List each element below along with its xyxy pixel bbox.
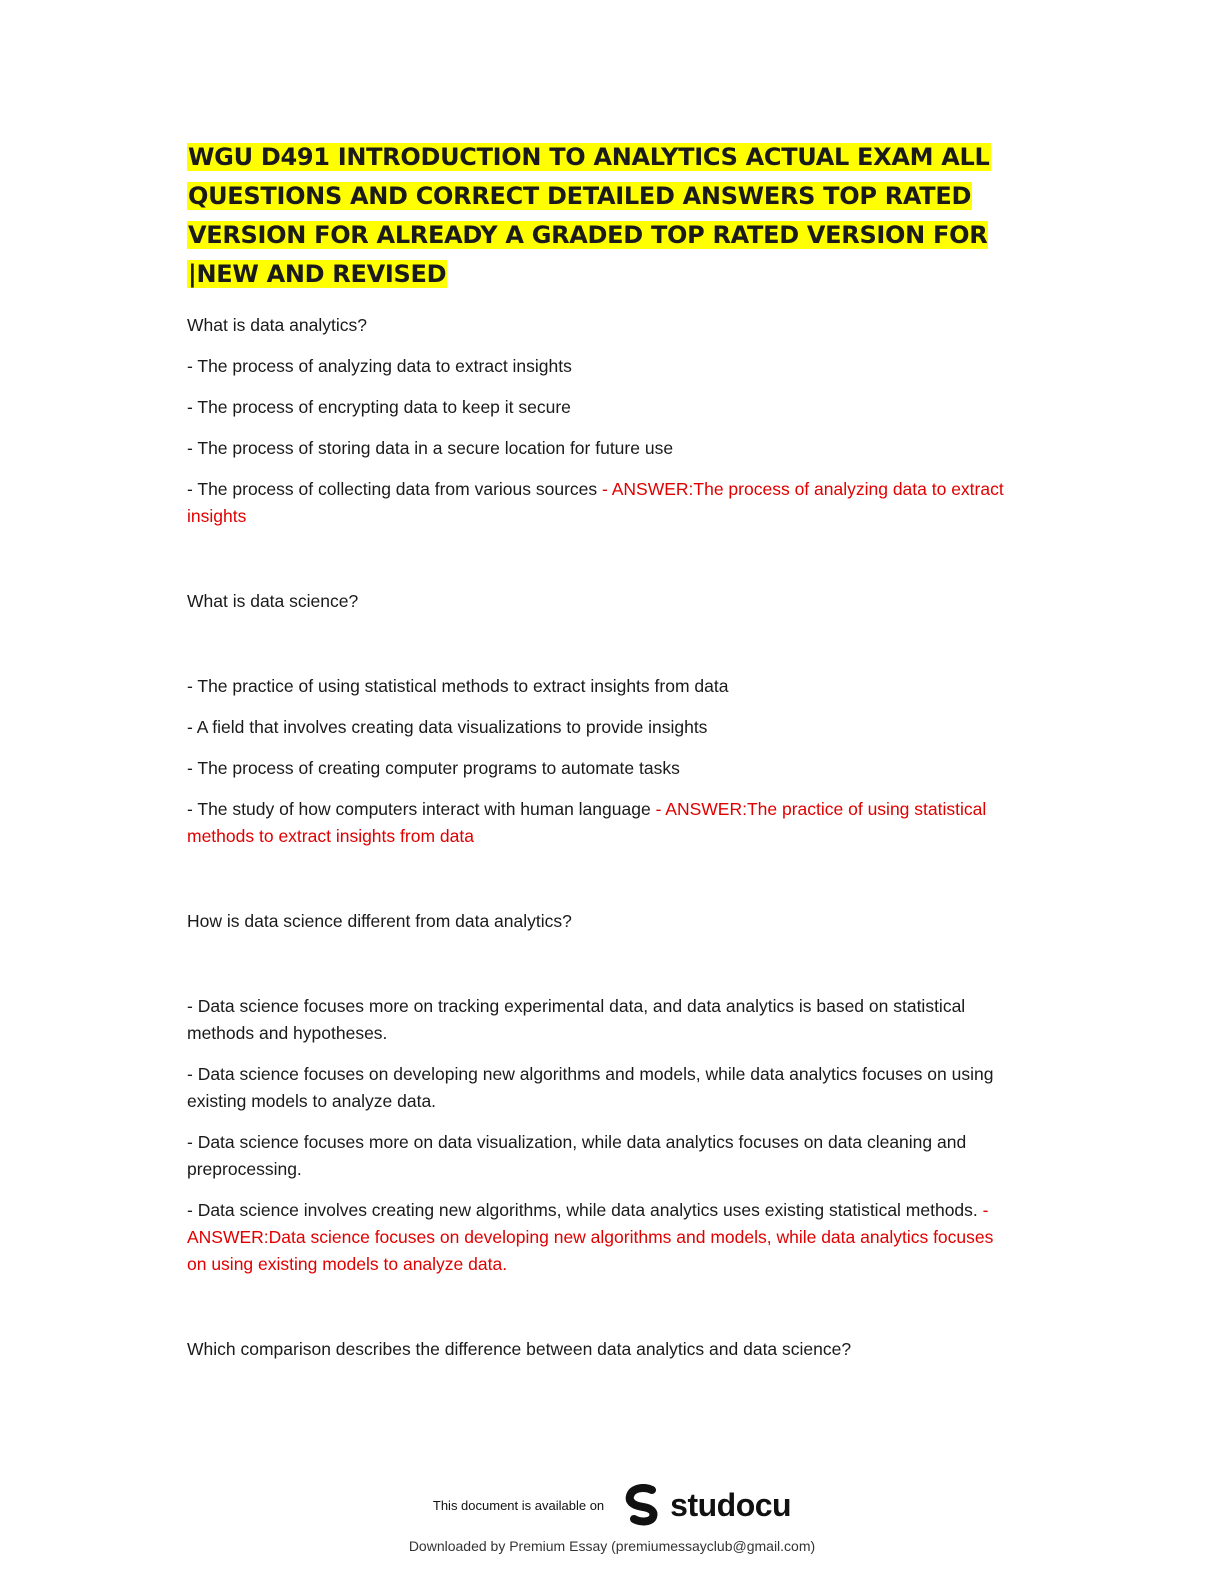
answer-option: - The process of creating computer programs to automate tasks: [187, 758, 680, 778]
studocu-logo-icon: [622, 1484, 664, 1526]
correct-answer: - ANSWER:Data science focuses on developing new algorithms and models, while data analytics focuses on using existing models to analyze data.: [187, 1200, 994, 1274]
answer-option: - Data science focuses more on tracking experimental data, and data analytics is based on statistical methods and hypotheses.: [187, 996, 966, 1043]
question-text: What is data science?: [187, 591, 359, 611]
page-footer: [0, 1484, 1224, 1554]
downloaded-by-text: Downloaded by Premium Essay (premiumessayclub@gmail.com): [408, 1538, 816, 1554]
answer-option: - A field that involves creating data visualizations to provide insights: [187, 717, 708, 737]
question-text: How is data science different from data analytics?: [187, 911, 572, 931]
correct-answer: - ANSWER:The practice of using statistical methods to extract insights from data: [187, 799, 987, 846]
answer-option: - The practice of using statistical methods to extract insights from data: [187, 676, 729, 696]
answer-option: - Data science focuses more on data visualization, while data analytics focuses on data cleaning and preprocessing.: [187, 1132, 967, 1179]
answer-option-with-answer: [187, 1197, 1017, 1278]
answer-option: - The process of encrypting data to keep it secure: [187, 397, 571, 417]
answer-option: - The process of collecting data from various sources: [187, 479, 598, 499]
availability-banner: [433, 1484, 791, 1526]
question-text: Which comparison describes the difference between data analytics and data science?: [187, 1339, 852, 1359]
available-text: This document is available on: [432, 1497, 605, 1513]
question-text: What is data analytics?: [187, 315, 367, 335]
answer-option: - The study of how computers interact with human language: [187, 799, 651, 819]
correct-answer: - ANSWER:The process of analyzing data to extract insights: [187, 479, 1004, 526]
answer-option-with-answer: [187, 796, 1017, 850]
answer-option: - Data science focuses on developing new algorithms and models, while data analytics focuses on using existing models to analyze data.: [187, 1064, 994, 1111]
answer-option: - The process of storing data in a secure location for future use: [187, 438, 674, 458]
answer-option: - Data science involves creating new algorithms, while data analytics uses existing statistical methods.: [187, 1200, 978, 1220]
document-title: [187, 138, 1017, 294]
document-page: [187, 138, 1017, 1377]
title-highlight: WGU D491 INTRODUCTION TO ANALYTICS ACTUAL EXAM ALL QUESTIONS AND CORRECT DETAILED ANSWERS TOP RATED VERSION FOR ALREADY A GRADED TOP RATED VERSION FOR |NEW AND REVISED: [188, 143, 990, 288]
answer-option: - The process of analyzing data to extract insights: [187, 356, 572, 376]
studocu-wordmark: studocu: [670, 1486, 792, 1523]
studocu-logo[interactable]: [622, 1484, 791, 1526]
answer-option-with-answer: [187, 476, 1017, 530]
